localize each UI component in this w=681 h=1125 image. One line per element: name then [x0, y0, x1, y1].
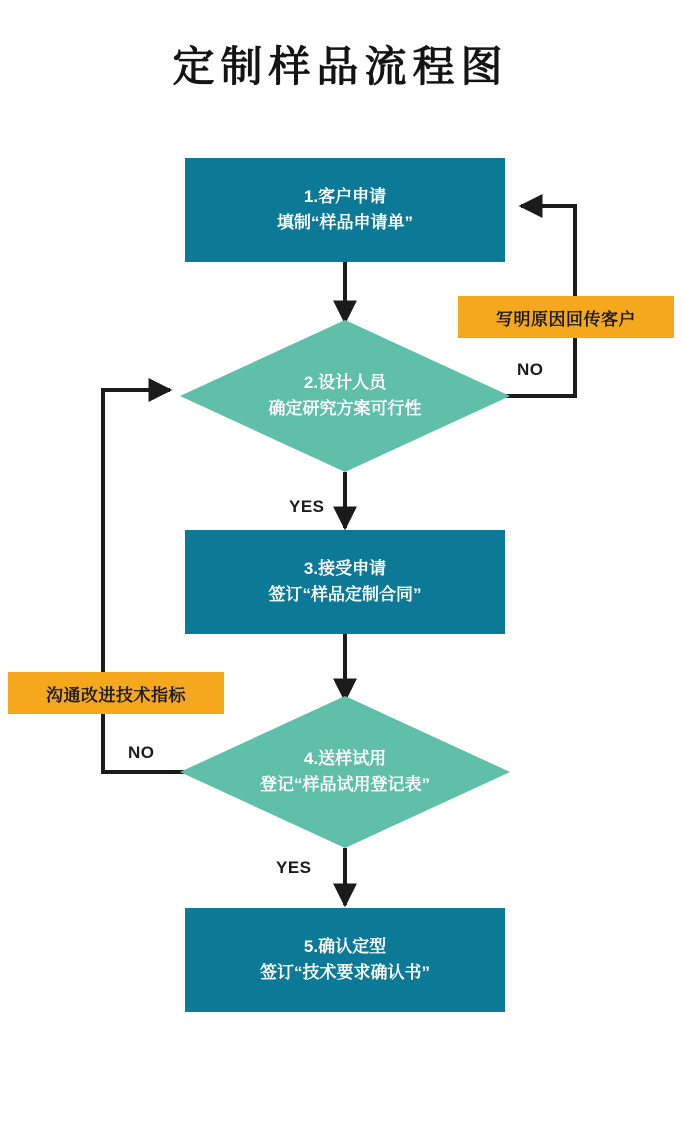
node-step1-line2: 填制“样品申请单”: [277, 213, 413, 232]
edge-step4-no-loop: [103, 390, 185, 772]
node-step1[interactable]: [185, 158, 505, 262]
node-step4-line1: 4.送样试用: [303, 748, 387, 768]
node-step3-line2: 签订“样品定制合同”: [268, 585, 422, 604]
node-step3[interactable]: [185, 530, 505, 634]
note-return-customer[interactable]: 写明原因回传客户: [458, 296, 674, 338]
note-improve-spec[interactable]: 沟通改进技术指标: [8, 672, 224, 714]
node-step4-line2: 登记“样品试用登记表”: [260, 775, 430, 794]
diamond-shape-step2: [180, 320, 510, 472]
node-step2-line1: 2.设计人员: [303, 372, 387, 392]
node-step2[interactable]: [180, 320, 510, 472]
node-step5-line1: 5.确认定型: [303, 936, 387, 956]
edge-label-yes-1: YES: [289, 497, 325, 516]
node-step2-line2: 确定研究方案可行性: [268, 399, 422, 418]
node-step3-line1: 3.接受申请: [303, 558, 387, 578]
edge-label-yes-2: YES: [276, 858, 312, 877]
edge-label-no-1: NO: [517, 360, 544, 379]
diamond-shape-step4: [180, 696, 510, 848]
node-step5-line2: 签订“技术要求确认书”: [260, 963, 430, 982]
node-step5[interactable]: [185, 908, 505, 1012]
node-step1-line1: 1.客户申请: [303, 186, 387, 206]
node-step4[interactable]: [180, 696, 510, 848]
edge-label-no-2: NO: [128, 743, 155, 762]
page-title: 定制样品流程图: [172, 42, 509, 91]
